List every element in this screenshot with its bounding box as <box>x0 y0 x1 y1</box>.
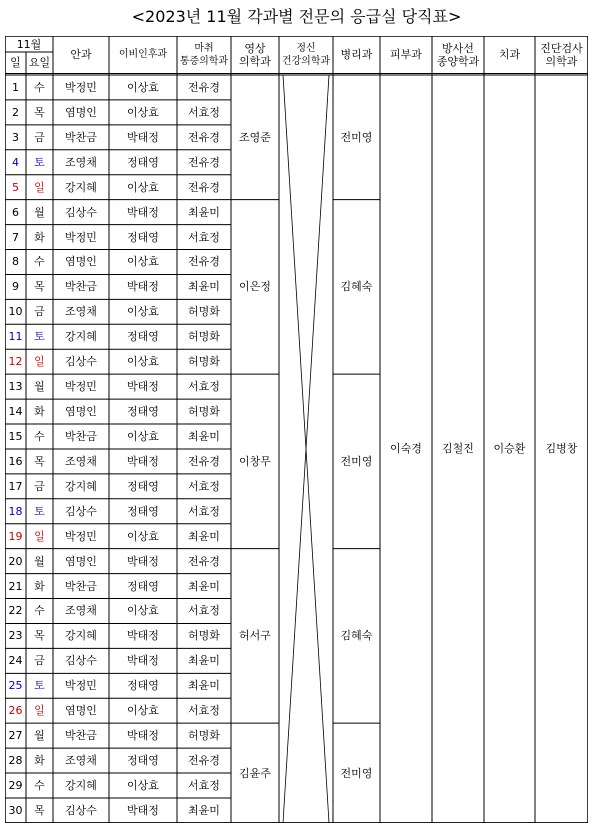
ent-doctor-cell: 박태정 <box>127 380 159 394</box>
eye-doctor-cell: 강지혜 <box>65 629 97 643</box>
weekday-cell: 월 <box>34 554 45 568</box>
radiology-doctor-cell: 이은정 <box>239 280 271 294</box>
grid-line <box>283 75 329 823</box>
eye-doctor-cell: 염명인 <box>65 105 97 119</box>
ent-doctor-cell: 박태정 <box>127 554 159 568</box>
weekday-cell: 화 <box>34 579 45 593</box>
header-eye: 안과 <box>70 48 92 61</box>
eye-doctor-cell: 박찬금 <box>65 429 97 443</box>
eye-doctor-cell: 박정민 <box>65 380 97 394</box>
anesthesia-doctor-cell: 서효정 <box>188 230 220 244</box>
anesthesia-doctor-cell: 서효정 <box>188 604 220 618</box>
weekday-cell: 월 <box>34 205 45 219</box>
day-number-cell: 11 <box>8 330 23 344</box>
eye-doctor-cell: 박찬금 <box>65 729 97 743</box>
ent-doctor-cell: 이상효 <box>127 704 159 718</box>
radonc-doctor-cell: 김철진 <box>442 442 474 456</box>
weekday-cell: 일 <box>34 180 45 194</box>
page-title: <2023년 11월 각과별 전문의 응급실 당직표> <box>131 7 462 26</box>
eye-doctor-cell: 김상수 <box>65 504 97 518</box>
ent-doctor-cell: 정태영 <box>127 230 159 244</box>
header-month: 11월 <box>16 37 42 51</box>
anesthesia-doctor-cell: 전유경 <box>188 454 220 468</box>
eye-doctor-cell: 박정민 <box>65 230 97 244</box>
day-number-cell: 1 <box>12 80 19 94</box>
weekday-cell: 수 <box>34 778 45 792</box>
anesthesia-doctor-cell: 허명화 <box>188 330 220 344</box>
anesthesia-doctor-cell: 최윤미 <box>188 654 220 668</box>
ent-doctor-cell: 이상효 <box>127 604 159 618</box>
anesthesia-doctor-cell: 최윤미 <box>188 679 220 693</box>
ent-doctor-cell: 이상효 <box>127 305 159 319</box>
weekday-cell: 토 <box>34 330 45 344</box>
ent-doctor-cell: 정태영 <box>127 679 159 693</box>
header-dermatology: 피부과 <box>390 48 422 61</box>
ent-doctor-cell: 이상효 <box>127 429 159 443</box>
ent-doctor-cell: 정태영 <box>127 405 159 419</box>
day-number-cell: 16 <box>8 454 23 468</box>
anesthesia-doctor-cell: 허명화 <box>188 305 220 319</box>
anesthesia-doctor-cell: 전유경 <box>188 155 220 169</box>
eye-doctor-cell: 김상수 <box>65 654 97 668</box>
day-number-cell: 28 <box>8 754 23 768</box>
ent-doctor-cell: 박태정 <box>127 280 159 294</box>
anesthesia-doctor-cell: 최윤미 <box>188 429 220 443</box>
eye-doctor-cell: 박찬금 <box>65 280 97 294</box>
pathology-doctor-cell: 전미영 <box>340 130 373 144</box>
day-number-cell: 25 <box>8 679 23 693</box>
labmed-doctor-cell: 김병창 <box>545 442 578 456</box>
weekday-cell: 일 <box>34 529 45 543</box>
eye-doctor-cell: 김상수 <box>65 205 97 219</box>
day-number-cell: 9 <box>12 280 19 294</box>
ent-doctor-cell: 박태정 <box>127 729 159 743</box>
ent-doctor-cell: 박태정 <box>127 803 159 817</box>
day-number-cell: 21 <box>8 579 23 593</box>
eye-doctor-cell: 염명인 <box>65 255 97 269</box>
header-ent: 이비인후과 <box>118 49 168 60</box>
day-number-cell: 18 <box>8 504 23 518</box>
ent-doctor-cell: 박태정 <box>127 454 159 468</box>
anesthesia-doctor-cell: 서효정 <box>188 105 220 119</box>
weekday-cell: 금 <box>34 654 45 668</box>
eye-doctor-cell: 박정민 <box>65 529 97 543</box>
eye-doctor-cell: 박찬금 <box>65 130 97 144</box>
pathology-doctor-cell: 김혜숙 <box>340 629 373 643</box>
header-dental: 치과 <box>498 48 521 61</box>
eye-doctor-cell: 김상수 <box>65 355 97 369</box>
ent-doctor-cell: 이상효 <box>127 529 159 543</box>
ent-doctor-cell: 정태영 <box>127 504 159 518</box>
ent-doctor-cell: 정태영 <box>127 754 159 768</box>
radiology-doctor-cell: 조영준 <box>239 130 271 144</box>
ent-doctor-cell: 이상효 <box>127 180 159 194</box>
ent-doctor-cell: 정태영 <box>127 579 159 593</box>
anesthesia-doctor-cell: 서효정 <box>188 504 220 518</box>
header-psychiatry: 정신 건강의학과 <box>281 42 331 67</box>
weekday-cell: 화 <box>34 405 45 419</box>
ent-doctor-cell: 정태영 <box>127 155 159 169</box>
eye-doctor-cell: 박찬금 <box>65 579 97 593</box>
weekday-cell: 화 <box>34 230 45 244</box>
weekday-cell: 금 <box>34 305 45 319</box>
day-number-cell: 23 <box>8 629 23 643</box>
day-number-cell: 24 <box>8 654 23 668</box>
eye-doctor-cell: 박정민 <box>65 80 97 94</box>
anesthesia-doctor-cell: 서효정 <box>188 704 220 718</box>
day-number-cell: 12 <box>8 355 23 369</box>
day-number-cell: 10 <box>8 305 23 319</box>
weekday-cell: 목 <box>34 629 45 643</box>
weekday-cell: 수 <box>34 255 45 269</box>
anesthesia-doctor-cell: 서효정 <box>188 479 220 493</box>
pathology-doctor-cell: 전미영 <box>340 454 373 468</box>
day-number-cell: 5 <box>12 180 19 194</box>
anesthesia-doctor-cell: 허명화 <box>188 729 220 743</box>
day-number-cell: 27 <box>8 729 23 743</box>
weekday-cell: 금 <box>34 479 45 493</box>
weekday-cell: 수 <box>34 429 45 443</box>
header-day: 일 <box>10 56 21 69</box>
eye-doctor-cell: 조영채 <box>65 305 97 319</box>
weekday-cell: 화 <box>34 754 45 768</box>
day-number-cell: 4 <box>12 155 19 169</box>
day-number-cell: 2 <box>12 105 19 119</box>
anesthesia-doctor-cell: 전유경 <box>188 754 220 768</box>
day-number-cell: 8 <box>12 255 19 269</box>
weekday-cell: 수 <box>34 80 45 94</box>
ent-doctor-cell: 이상효 <box>127 778 159 792</box>
radiology-doctor-cell: 허서구 <box>239 629 271 643</box>
anesthesia-doctor-cell: 전유경 <box>188 554 220 568</box>
header-weekday: 요일 <box>28 56 51 69</box>
ent-doctor-cell: 이상효 <box>127 355 159 369</box>
weekday-cell: 월 <box>34 729 45 743</box>
day-number-cell: 29 <box>8 778 23 792</box>
anesthesia-doctor-cell: 최윤미 <box>188 579 220 593</box>
day-number-cell: 19 <box>8 529 23 543</box>
day-number-cell: 30 <box>8 803 23 817</box>
grid-line <box>283 75 329 823</box>
header-radonc: 방사선 종양학과 <box>436 41 480 68</box>
weekday-cell: 토 <box>34 504 45 518</box>
header-labmed: 진단검사 의학과 <box>540 41 583 68</box>
anesthesia-doctor-cell: 서효정 <box>188 778 220 792</box>
eye-doctor-cell: 강지혜 <box>65 778 97 792</box>
ent-doctor-cell: 박태정 <box>127 654 159 668</box>
header-pathology: 병리과 <box>340 48 373 61</box>
eye-doctor-cell: 염명인 <box>65 405 97 419</box>
eye-doctor-cell: 강지혜 <box>65 330 97 344</box>
anesthesia-doctor-cell: 최윤미 <box>188 803 220 817</box>
anesthesia-doctor-cell: 전유경 <box>188 180 220 194</box>
weekday-cell: 목 <box>34 454 45 468</box>
eye-doctor-cell: 강지혜 <box>65 479 97 493</box>
day-number-cell: 14 <box>8 405 23 419</box>
anesthesia-doctor-cell: 최윤미 <box>188 529 220 543</box>
anesthesia-doctor-cell: 전유경 <box>188 130 220 144</box>
radiology-doctor-cell: 이창무 <box>239 454 271 468</box>
eye-doctor-cell: 염명인 <box>65 554 97 568</box>
ent-doctor-cell: 이상효 <box>127 105 159 119</box>
day-number-cell: 7 <box>12 230 19 244</box>
day-number-cell: 6 <box>12 205 19 219</box>
day-number-cell: 13 <box>8 380 23 394</box>
pathology-doctor-cell: 전미영 <box>340 766 373 780</box>
weekday-cell: 수 <box>34 604 45 618</box>
eye-doctor-cell: 조영채 <box>65 454 97 468</box>
ent-doctor-cell: 이상효 <box>127 80 159 94</box>
weekday-cell: 토 <box>34 155 45 169</box>
anesthesia-doctor-cell: 허명화 <box>188 405 220 419</box>
eye-doctor-cell: 조영채 <box>65 754 97 768</box>
eye-doctor-cell: 강지혜 <box>65 180 97 194</box>
ent-doctor-cell: 정태영 <box>127 330 159 344</box>
day-number-cell: 26 <box>8 704 23 718</box>
anesthesia-doctor-cell: 전유경 <box>188 255 220 269</box>
weekday-cell: 일 <box>34 355 45 369</box>
eye-doctor-cell: 염명인 <box>65 704 97 718</box>
day-number-cell: 22 <box>8 604 23 618</box>
anesthesia-doctor-cell: 서효정 <box>188 380 220 394</box>
day-number-cell: 20 <box>8 554 23 568</box>
anesthesia-doctor-cell: 최윤미 <box>188 205 220 219</box>
pathology-doctor-cell: 김혜숙 <box>340 280 373 294</box>
duty-table <box>5 36 588 823</box>
dental-doctor-cell: 이승환 <box>493 442 526 456</box>
ent-doctor-cell: 박태정 <box>127 629 159 643</box>
eye-doctor-cell: 박정민 <box>65 679 97 693</box>
weekday-cell: 목 <box>34 803 45 817</box>
ent-doctor-cell: 정태영 <box>127 479 159 493</box>
weekday-cell: 목 <box>34 105 45 119</box>
weekday-cell: 월 <box>34 380 45 394</box>
weekday-cell: 일 <box>34 704 45 718</box>
anesthesia-doctor-cell: 전유경 <box>188 80 220 94</box>
anesthesia-doctor-cell: 최윤미 <box>188 280 220 294</box>
ent-doctor-cell: 이상효 <box>127 255 159 269</box>
day-number-cell: 15 <box>8 429 23 443</box>
day-number-cell: 17 <box>8 479 23 493</box>
ent-doctor-cell: 박태정 <box>127 130 159 144</box>
header-radiology: 영상 의학과 <box>239 41 271 68</box>
header-anesthesia: 마취 통증의학과 <box>179 42 229 67</box>
ent-doctor-cell: 박태정 <box>127 205 159 219</box>
radiology-doctor-cell: 김윤주 <box>239 766 271 780</box>
anesthesia-doctor-cell: 허명화 <box>188 629 220 643</box>
dermatology-doctor-cell: 이숙경 <box>390 442 422 456</box>
day-number-cell: 3 <box>12 130 19 144</box>
weekday-cell: 토 <box>34 679 45 693</box>
eye-doctor-cell: 김상수 <box>65 803 97 817</box>
eye-doctor-cell: 조영채 <box>65 155 97 169</box>
eye-doctor-cell: 조영채 <box>65 604 97 618</box>
weekday-cell: 금 <box>34 130 45 144</box>
weekday-cell: 목 <box>34 280 45 294</box>
anesthesia-doctor-cell: 허명화 <box>188 355 220 369</box>
